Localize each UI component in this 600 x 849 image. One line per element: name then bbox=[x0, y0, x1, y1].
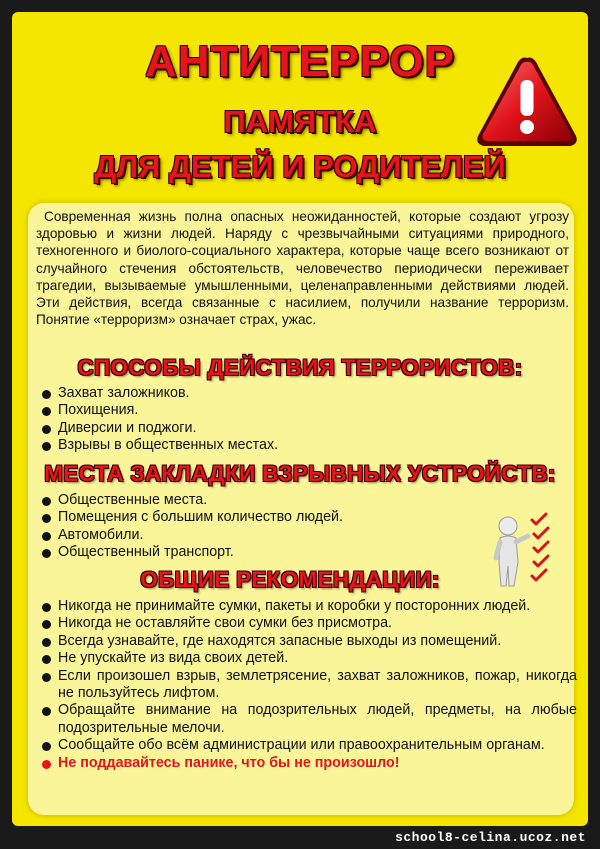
list-item: Помещения с большим количество людей. bbox=[42, 509, 482, 526]
list-item: Никогда не оставляйте свои сумки без присмотра. bbox=[42, 615, 577, 632]
recommendations-list bbox=[42, 598, 577, 772]
list-item: Взрывы в общественных местах. bbox=[42, 437, 482, 454]
bullet-icon bbox=[42, 497, 51, 506]
list-item: Не упускайте из вида своих детей. bbox=[42, 650, 577, 667]
poster-title: АНТИТЕРРОР bbox=[145, 37, 455, 86]
recommendations-heading: ОБЩИЕ РЕКОМЕНДАЦИИ: bbox=[140, 567, 440, 592]
poster-subtitle-memo: ПАМЯТКА bbox=[223, 104, 377, 139]
places-heading: МЕСТА ЗАКЛАДКИ ВЗРЫВНЫХ УСТРОЙСТВ: bbox=[44, 461, 556, 486]
bullet-icon bbox=[42, 549, 51, 558]
footer-site-url: school8-celina.ucoz.net bbox=[395, 830, 586, 845]
list-item: Если произошел взрыв, землетрясение, захват заложников, пожар, никогда не пользуйтесь лифтом. bbox=[42, 668, 577, 703]
methods-list bbox=[42, 385, 482, 455]
places-list bbox=[42, 492, 482, 562]
list-item: Сообщайте обо всём администрации или правоохранительным органам. bbox=[42, 737, 577, 754]
exclamation-triangle-icon bbox=[472, 52, 582, 152]
bullet-icon bbox=[42, 603, 51, 612]
list-item: Обращайте внимание на подозрительных людей, предметы, на любые подозрительные мелочи. bbox=[42, 702, 577, 737]
list-item: Автомобили. bbox=[42, 527, 482, 544]
bullet-icon bbox=[42, 707, 51, 716]
poster-subtitle-audience: ДЛЯ ДЕТЕЙ И РОДИТЕЛЕЙ bbox=[94, 149, 506, 184]
bullet-icon bbox=[42, 655, 51, 664]
list-item: Общественный транспорт. bbox=[42, 544, 482, 561]
list-item: Похищения. bbox=[42, 402, 482, 419]
list-item: Диверсии и поджоги. bbox=[42, 420, 482, 437]
bullet-icon bbox=[42, 514, 51, 523]
bullet-icon bbox=[42, 532, 51, 541]
list-item: Захват заложников. bbox=[42, 385, 482, 402]
list-item: Никогда не принимайте сумки, пакеты и коробки у посторонних людей. bbox=[42, 598, 577, 615]
bullet-icon bbox=[42, 638, 51, 647]
bullet-icon bbox=[42, 407, 51, 416]
list-item: Всегда узнавайте, где находятся запасные выходы из помещений. bbox=[42, 633, 577, 650]
methods-heading: СПОСОБЫ ДЕЙСТВИЯ ТЕРРОРИСТОВ: bbox=[77, 355, 523, 380]
bullet-icon bbox=[42, 760, 51, 769]
bullet-icon bbox=[42, 742, 51, 751]
list-item-final: Не поддавайтесь панике, что бы не произошло! bbox=[42, 755, 577, 772]
bullet-icon bbox=[42, 390, 51, 399]
bullet-icon bbox=[42, 442, 51, 451]
bullet-icon bbox=[42, 620, 51, 629]
bullet-icon bbox=[42, 425, 51, 434]
list-item: Общественные места. bbox=[42, 492, 482, 509]
bullet-icon bbox=[42, 673, 51, 682]
intro-paragraph bbox=[36, 208, 569, 328]
intro-text: Современная жизнь полна опасных неожиданностей, которые создают угрозу здоровью и жизни людей. Наряду с чрезвычайными ситуациями природного, техногенного и биолого-социального характера, которые чаще всего возникают от случайного стечения обстоятельств, человечество периодически переживает трагедии, вызываемые умышленными, целенаправленными действиями людей. Эти действия, всегда связанные с насилием, получили название терроризм. Понятие «терроризм» означает страх, ужас. bbox=[36, 209, 569, 328]
